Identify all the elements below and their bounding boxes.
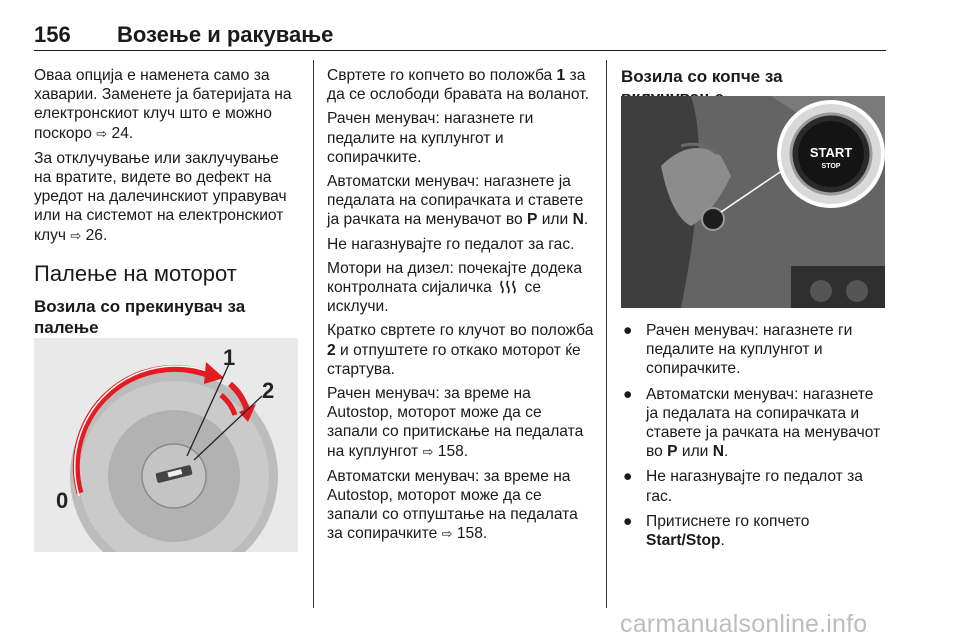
start-stop-term: Start/Stop bbox=[646, 532, 721, 550]
bullet-icon: ● bbox=[623, 322, 633, 339]
paragraph: Рачен менувач: нагазнете ги педалите на куплунгот и сопирачките. bbox=[327, 110, 534, 166]
page-ref[interactable]: 158. bbox=[456, 525, 488, 543]
paragraph: Мотори на дизел: почекајте додека контролната сијаличка се исклучи. bbox=[327, 259, 583, 316]
ignition-switch-figure bbox=[34, 338, 298, 552]
page-ref[interactable]: 158. bbox=[437, 442, 469, 460]
start-label: START bbox=[809, 145, 853, 160]
position-label-1: 1 bbox=[223, 345, 236, 370]
bullet-icon: ● bbox=[623, 468, 633, 486]
position-label-0: 0 bbox=[56, 488, 69, 513]
bullet-icon: ● bbox=[623, 512, 633, 530]
bullet-list-container bbox=[621, 321, 887, 556]
bullet-icon: ● bbox=[623, 385, 633, 403]
paragraph: За отклучување или заклучување на вратите, видете во дефект на уредот на далечинскиот управувач или на системот на електронскиот клуч ⇨ 26. bbox=[34, 149, 287, 244]
page-number: 156 bbox=[34, 22, 71, 47]
position-label-2: 2 bbox=[262, 378, 275, 403]
list-item: ● Автоматски менувач: нагазнете ја педалата на сопирачката и ставете ја рачката на менувачот во P или N. bbox=[623, 385, 881, 461]
list-item: ● Не нагазнувајте го педалот за гас. bbox=[623, 468, 863, 505]
subsection-heading: Возила со прекинувач за палење bbox=[34, 297, 246, 338]
xref-arrow-icon[interactable]: ⇨ bbox=[96, 126, 108, 142]
glow-plug-icon bbox=[499, 280, 517, 294]
subsection-heading: Возила со копче за bbox=[621, 67, 783, 86]
paragraph: Оваа опција е наменета само за хаварии. Заменете ја батеријата на електронскиот клуч што е можно поскоро ⇨ 24. bbox=[34, 67, 292, 142]
page-ref[interactable]: 26. bbox=[85, 226, 108, 244]
column-divider-1 bbox=[313, 60, 314, 608]
start-stop-figure bbox=[621, 96, 885, 308]
paragraph: Кратко свртете го клучот во положба 2 и отпуштете го откако моторот ќе стартува. bbox=[327, 322, 594, 378]
bullet-list bbox=[621, 321, 887, 550]
watermark: carmanualsonline.info bbox=[620, 610, 868, 638]
xref-arrow-icon[interactable]: ⇨ bbox=[422, 444, 434, 460]
list-item: ● Рачен менувач: нагазнете ги педалите на куплунгот и сопирачките. bbox=[623, 322, 853, 378]
header-rule bbox=[34, 50, 886, 51]
section-heading: Палење на моторот bbox=[34, 260, 237, 286]
xref-arrow-icon[interactable]: ⇨ bbox=[441, 527, 453, 543]
paragraph: Рачен менувач: за време на Autostop, моторот може да се запали со притискање на педалата на куплунгот ⇨ 158. bbox=[327, 385, 584, 460]
xref-arrow-icon[interactable]: ⇨ bbox=[70, 228, 82, 244]
page-ref[interactable]: 24. bbox=[111, 124, 134, 142]
paragraph: Не нагазнувајте го педалот за гас. bbox=[327, 235, 575, 253]
stop-label: STOP bbox=[821, 163, 841, 170]
chapter-title: Возење и ракување bbox=[117, 22, 334, 47]
list-item: ● Притиснете го копчето Start/Stop. bbox=[623, 512, 810, 550]
column-1 bbox=[34, 66, 300, 348]
paragraph: Свртете го копчето во положба 1 за да се ослободи бравата на воланот. bbox=[327, 67, 589, 104]
column-divider-2 bbox=[606, 60, 607, 608]
paragraph: Автоматски менувач: нагазнете ја педалата на сопирачката и ставете ја рачката на менувачот во P или N. bbox=[327, 173, 589, 229]
paragraph: Автоматски менувач: за време на Autostop, моторот може да се запали со отпуштање на педалата за сопирачките ⇨ 158. bbox=[327, 467, 578, 543]
column-2 bbox=[327, 66, 595, 550]
dash-controls bbox=[791, 266, 885, 308]
